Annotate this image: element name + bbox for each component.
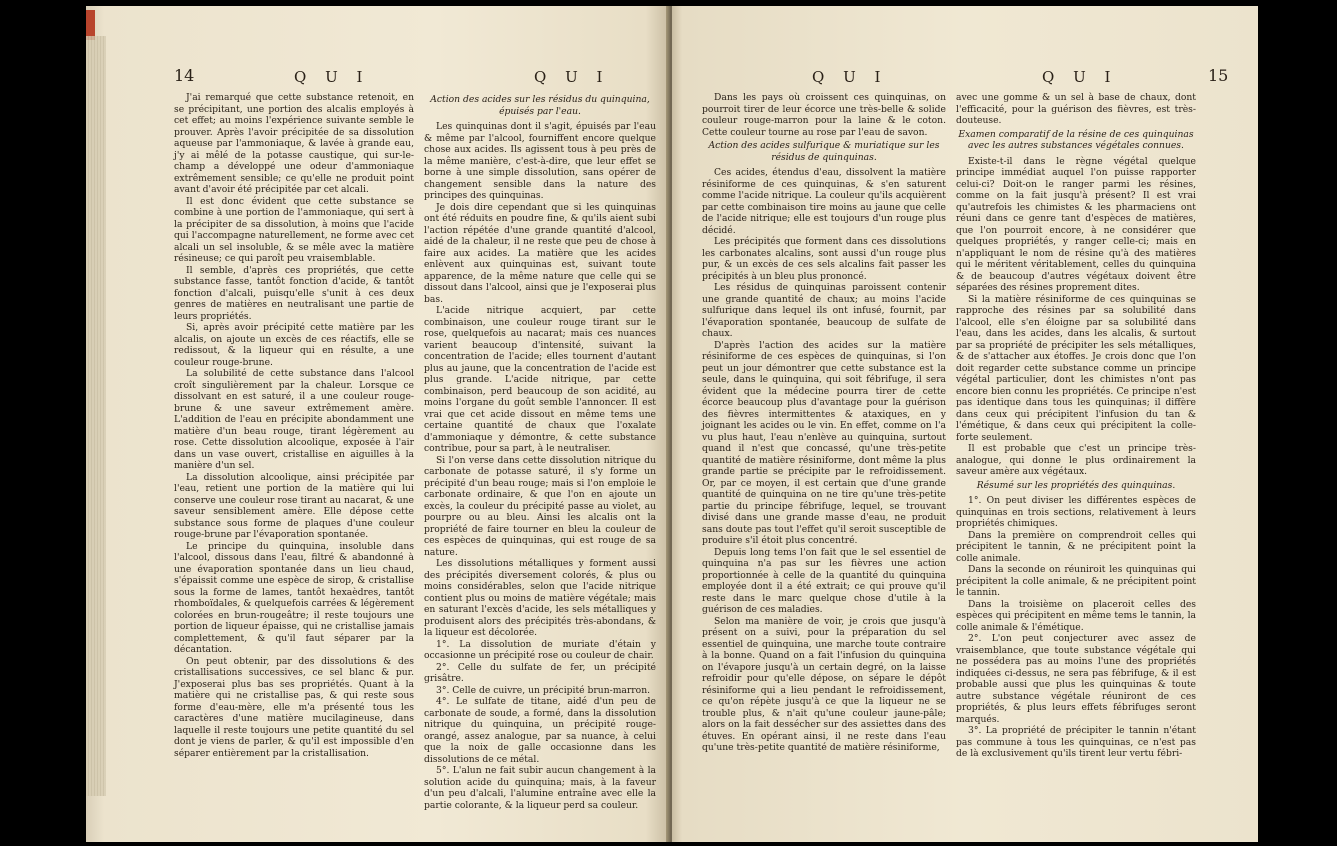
paragraph: Depuis long tems l'on fait que le sel essentiel de quinquina n'a pas sur les fièvres une action proportionnée à celle de la quantité du quinquina employée dont il a été extrait; ce qui prouve qu'il reste dans le marc quelque chose d'utile à la guérison de ces maladies.	[702, 546, 946, 615]
paragraph: Il est donc évident que cette substance se combine à une portion de l'ammoniaque, qui sert à la précipiter de sa dissolution, à moins que l'acide qui l'accompagne naturellement, ne forme avec cet alcali un sel insoluble, & se mêle avec la matière résineuse; ce qui paroît peu vraisemblable.	[174, 195, 414, 264]
section-heading: Résumé sur les propriétés des quinquinas.	[976, 479, 1176, 491]
paragraph: Dans la première on comprendroit celles qui précipitent le tannin, & ne précipitent point la colle animale.	[956, 529, 1196, 564]
paragraph: 4°. Le sulfate de titane, aidé d'un peu de carbonate de soude, a formé, dans la dissolution nitrique du quinquina, un précipité rouge-orangé, assez analogue, par sa nuance, à celui que la noix de galle occasionne dans les dissolutions de ce métal.	[424, 696, 656, 765]
running-head-right-2: Q U I	[1042, 68, 1118, 86]
paragraph: Ces acides, étendus d'eau, dissolvent la matière résiniforme de ces quinquinas, & s'en saturent comme l'acide nitrique. La couleur qu'ils acquièrent par cette combinaison tire moins au jaune que celle de l'acide nitrique; elle est toujours d'un rouge plus décidé.	[702, 167, 946, 236]
page-number-right: 15	[1208, 66, 1229, 85]
paragraph: D'après l'action des acides sur la matière résiniforme de ces espèces de quinquinas, si l'on peut un jour démontrer que cette substance est la seule, dans le quinquina, qui soit fébrifuge, il sera évident que la médecine pourra tirer de cette écorce beaucoup plus d'avantage pour la guérison des fièvres intermittentes & ataxiques, en y joignant les acides ou le vin. En effet, comme on l'a vu plus haut, l'eau n'enlève au quinquina, surtout quand il n'est que concassé, qu'une très-petite quantité de matière résiniforme, dont même la plus grande partie se précipite par le refroidissement. Or, par ce moyen, il est certain que d'une grande quantité de quinquina on ne tire qu'une très-petite partie du principe fébrifuge, lequel, se trouvant divisé dans une grande masse d'eau, ne produit sans doute pas tout l'effet qu'il seroit susceptible de produire s'il étoit plus concentré.	[702, 339, 946, 546]
left-page	[86, 6, 669, 842]
paragraph: 3°. Celle de cuivre, un précipité brun-marron.	[436, 684, 651, 696]
paragraph: Si l'on verse dans cette dissolution nitrique du carbonate de potasse saturé, il s'y forme un précipité d'un beau rouge; mais si l'on emploie le carbonate ordinaire, & que l'on en ajoute un excès, la couleur du précipité passe au violet, au pourpre ou au bleu. Ainsi les alcalis ont la propriété de faire tourner en bleu la couleur de ces espèces de quinquinas, qui est rouge de sa nature.	[424, 454, 656, 558]
paragraph: Il est probable que c'est un principe très-analogue, qui donne le plus ordinairement la saveur amère aux végétaux.	[956, 443, 1196, 477]
paragraph: L'acide nitrique acquiert, par cette combinaison, une couleur rouge tirant sur le rose, quelquefois au nacarat; mais ces nuances varient beaucoup d'intensité, suivant la concentration de l'acide; elles tournent d'autant plus au jaune, que la concentration de l'acide est plus grande. L'acide nitrique, par cette combinaison, perd beaucoup de son acidité, au moins l'organe du goût semble l'annoncer. Il est vrai que cet acide dissout en même tems une certaine quantité de chaux que l'oxalate d'ammoniaque y démontre, & cette substance contribue, pour sa part, à le neutraliser.	[424, 305, 656, 454]
paragraph: 2°. L'on peut conjecturer avec assez de vraisemblance, que toute substance végétale qui ne possédera pas au moins l'une des propriétés indiquées ci-dessus, ne sera pas fébrifuge, & il est probable aussi que plus les quinquinas & toute autre substance végétale réuniront de ces propriétés, & plus leurs effets fébrifuges seront marqués.	[956, 633, 1196, 725]
paragraph: Dans la troisième on placeroit celles des espèces qui précipitent en même tems le tannin, la colle animale & l'émétique.	[956, 598, 1196, 633]
paragraph: 2°. Celle du sulfate de fer, un précipité grisâtre.	[424, 661, 656, 684]
paragraph: On peut obtenir, par des dissolutions & des cristallisations successives, ce sel blanc & pur. J'exposerai plus bas ses propriétés. Quant à la matière qui ne cristallise pas, & qui reste sous forme d'eau-mère, elle m'a présenté tous les caractères d'une matière mucilagineuse, dans laquelle il reste toujours une petite quantité du sel dont je viens de parler, & qu'il est impossible d'en séparer entièrement par la cristallisation.	[174, 655, 414, 759]
running-head-left-2: Q U I	[534, 68, 610, 86]
paragraph: J'ai remarqué que cette substance retenoit, en se précipitant, une portion des alcalis employés à cet effet; au moins l'expérience suivante semble le prouver. Après l'avoir précipitée de sa dissolution aqueuse par l'ammoniaque, & lavée à grande eau, j'y ai mêlé de la potasse caustique, qui sur-le-champ a développé une odeur d'ammoniaque extrêmement sensible; ce qu'elle ne produit point avant d'avoir été précipitée par cet alcali.	[174, 92, 414, 195]
paragraph: La solubilité de cette substance dans l'alcool croît singulièrement par la chaleur. Lorsque ce dissolvant en est saturé, il a une couleur rouge-brune & une saveur extrêmement amère. L'addition de l'eau en précipite abondamment une matière d'un beau rouge, tirant légèrement au rose. Cette dissolution alcoolique, exposée à l'air dans un vase ouvert, cristallise en aiguilles à la manière d'un sel.	[174, 368, 414, 471]
running-head-left-1: Q U I	[294, 68, 370, 86]
paragraph: Il semble, d'après ces propriétés, que cette substance fasse, tantôt fonction d'acide, & tantôt fonction d'alcali, puisqu'elle s'unit à ces deux genres de matières en neutralisant une partie de leurs propriétés.	[174, 264, 414, 322]
right-page-column-2	[956, 92, 1196, 760]
section-heading: Action des acides sulfurique & muriatique sur les résidus de quinquinas.	[708, 140, 940, 163]
paragraph: Les dissolutions métalliques y forment aussi des précipités diversement colorés, & plus ou moins considérables, selon que l'acide nitrique contient plus ou moins de matière végétale; mais en saturant l'excès d'acide, les sels métalliques y produisent alors des précipités très-abondans, & la liqueur est décolorée.	[424, 558, 656, 638]
book-spread	[86, 6, 1258, 842]
paragraph: Les résidus de quinquinas paroissent contenir une grande quantité de chaux; au moins l'acide sulfurique dans lequel ils ont infusé, fournit, par l'évaporation spontanée, beaucoup de sulfate de chaux.	[702, 282, 946, 339]
paragraph: Le principe du quinquina, insoluble dans l'alcool, dissous dans l'eau, filtré & abandonné à une évaporation spontanée dans un lieu chaud, s'épaissit comme une espèce de sirop, & cristallise sous la forme de lames, tantôt hexaèdres, tantôt rhomboïdales, & quelquefois carrées & légèrement colorées en brun-rougeâtre; il reste toujours une portion de liqueur épaisse, qui ne cristallise jamais complettement, & qu'il faut séparer par la décantation.	[174, 540, 414, 655]
page-number-left: 14	[174, 66, 195, 85]
section-heading: Examen comparatif de la résine de ces quinquinas avec les autres substances végétales connues.	[958, 128, 1194, 151]
paragraph: Si la matière résiniforme de ces quinquinas se rapproche des résines par sa solubilité dans l'alcool, elle s'en éloigne par sa solubilité dans l'eau, dans les acides, dans les alcalis, & surtout par sa propriété de précipiter les sels métalliques, & de s'attacher aux étoffes. Je crois donc que l'on doit regarder cette substance comme un principe végétal particulier, dont les chimistes n'ont pas encore bien connu les propriétés. Ce principe n'est pas identique dans tous les quinquinas; il diffère dans ceux qui précipitent l'infusion du tan & l'émétique, & dans ceux qui précipitent la colle-forte seulement.	[956, 293, 1196, 443]
right-page	[672, 6, 1258, 842]
left-page-column-1	[174, 92, 414, 759]
paragraph: Je dois dire cependant que si les quinquinas ont été réduits en poudre fine, & qu'ils aient subi l'action répétée d'une grande quantité d'alcool, aidé de la chaleur, il ne reste que peu de chose à faire aux acides. La matière que les acides enlèvent aux quinquinas est, suivant toute apparence, de la même nature que celle qui se dissout dans l'alcool, ainsi que je l'exposerai plus bas.	[424, 201, 656, 305]
running-head-right-1: Q U I	[812, 68, 888, 86]
paragraph: avec une gomme & un sel à base de chaux, dont l'efficacité, pour la guérison des fièvres, est très-douteuse.	[956, 92, 1196, 126]
paragraph: 5°. L'alun ne fait subir aucun changement à la solution acide du quinquina; mais, à la faveur d'un peu d'alcali, l'alumine entraîne avec elle la partie colorante, & la liqueur perd sa couleur.	[424, 765, 656, 811]
paragraph: Les précipités que forment dans ces dissolutions les carbonates alcalins, sont aussi d'un rouge plus pur, & un excès de ces sels alcalins fait passer les précipités à un bleu plus prononcé.	[702, 236, 946, 282]
paragraph: 1°. La dissolution de muriate d'étain y occasionne un précipité rose ou couleur de chair.	[424, 638, 656, 661]
section-heading: Action des acides sur les résidus du quinquina, épuisés par l'eau.	[430, 94, 650, 117]
paragraph: Existe-t-il dans le règne végétal quelque principe immédiat auquel l'on puisse rapporter celui-ci? Doit-on le ranger parmi les résines, comme on la fait jusqu'à présent? Il est vrai qu'autrefois les chimistes & les pharmaciens ont réuni dans ce genre tant d'espèces de matières, que l'on pourroit encore, à ne considérer que quelques propriétés, y ranger celle-ci; mais en n'appliquant le nom de résine qu'à des matières qui le méritent véritablement, celles du quinquina & de beaucoup d'autres végétaux doivent être séparées des résines proprement dites.	[956, 155, 1196, 293]
right-page-column-1	[702, 92, 946, 754]
paragraph: Dans la seconde on réuniroit les quinquinas qui précipitent la colle animale, & ne précipitent point le tannin.	[956, 564, 1196, 598]
paragraph: Si, après avoir précipité cette matière par les alcalis, on ajoute un excès de ces réactifs, elle se redissout, & la liqueur qui en résulte, a une couleur rouge-brune.	[174, 322, 414, 368]
left-page-column-2	[424, 92, 656, 811]
paragraph: Selon ma manière de voir, je crois que jusqu'à présent on a suivi, pour la préparation du sel essentiel de quinquina, une marche toute contraire à la bonne. Quand on a fait l'infusion du quinquina on l'évapore jusqu'à un certain degré, on la laisse refroidir pour qu'elle dépose, on sépare le dépôt résiniforme qui a lieu pendant le refroidissement, ce qu'on répète jusqu'à ce que la liqueur ne se trouble plus, & n'ait qu'une couleur jaune-pâle; alors on la fait dessécher sur des assiettes dans des étuves. En opérant ainsi, il ne reste dans l'eau qu'une très-petite quantité de matière résiniforme,	[702, 615, 946, 753]
paragraph: La dissolution alcoolique, ainsi précipitée par l'eau, retient une portion de la matière qui lui conserve une couleur rose tirant au nacarat, & une saveur sensiblement amère. Elle dépose cette substance sous forme de plaques d'une couleur rouge-brune par l'évaporation spontanée.	[174, 471, 414, 540]
paragraph: Les quinquinas dont il s'agit, épuisés par l'eau & même par l'alcool, fourniffent encore quelque chose aux acides. Ils agissent tous à peu près de la même manière, c'est-à-dire, que leur effet se borne à une simple dissolution, sans opérer de changement sensible dans la nature des principes des quinquinas.	[424, 121, 656, 201]
paragraph: 1°. On peut diviser les différentes espèces de quinquinas en trois sections, relativement à leurs propriétés chimiques.	[956, 495, 1196, 529]
paragraph: Dans les pays où croissent ces quinquinas, on pourroit tirer de leur écorce une très-belle & solide couleur rouge-marron pour la laine & le coton. Cette couleur tourne au rose par l'eau de savon.	[702, 92, 946, 138]
page-edges	[86, 36, 106, 796]
paragraph: 3°. La propriété de précipiter le tannin n'étant pas commune à tous les quinquinas, ce n'est pas de là exclusivement qu'ils tirent leur vertu fébri-	[956, 725, 1196, 759]
